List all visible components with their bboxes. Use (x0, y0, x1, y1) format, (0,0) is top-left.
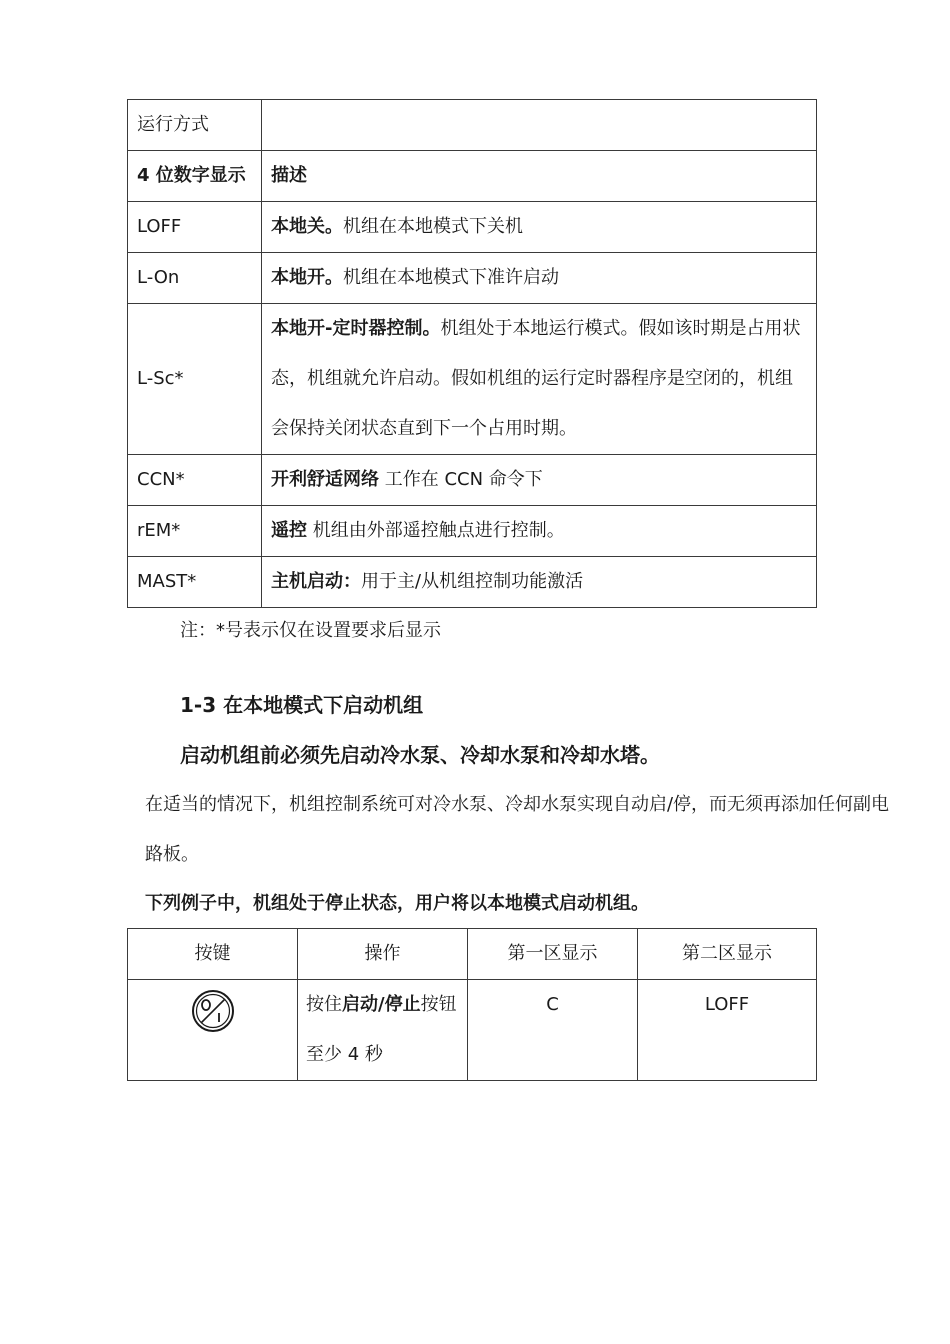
col-header-key: 按键 (128, 929, 298, 980)
mode-table (127, 99, 817, 608)
mode-desc-bold: 遥控 (271, 520, 307, 541)
mode-desc-bold: 本地开-定时器控制。 (271, 318, 441, 339)
table-row (128, 455, 817, 506)
table-header-row (128, 929, 817, 980)
mode-code: LOFF (128, 202, 262, 253)
mode-code: CCN* (128, 455, 262, 506)
mode-description (262, 506, 817, 557)
cell-run-mode-label: 运行方式 (128, 100, 262, 151)
mode-code: L-Sc* (128, 304, 262, 455)
mode-description (262, 253, 817, 304)
table-row (128, 100, 817, 151)
table-note: 注：*号表示仅在设置要求后显示 (180, 620, 441, 641)
step-table (127, 928, 817, 1081)
col-header-display: 4 位数字显示 (128, 151, 262, 202)
col-header-zone2: 第二区显示 (638, 929, 817, 980)
mode-code: rEM* (128, 506, 262, 557)
mode-code: MAST* (128, 557, 262, 608)
mode-desc-text: 机组在本地模式下准许启动 (343, 267, 559, 288)
mode-desc-bold: 本地关。 (271, 216, 343, 237)
table-row (128, 151, 817, 202)
operation-cell (298, 980, 468, 1081)
table-row (128, 202, 817, 253)
key-cell (128, 980, 298, 1081)
mode-code: L-On (128, 253, 262, 304)
mode-desc-text: 用于主/从机组控制功能激活 (361, 571, 584, 592)
table-row (128, 506, 817, 557)
mode-description (262, 557, 817, 608)
mode-desc-bold: 本地开。 (271, 267, 343, 288)
table-row (128, 557, 817, 608)
sub-title: 启动机组前必须先启动冷水泵、冷却水泵和冷却水塔。 (180, 743, 660, 767)
start-stop-key-icon (190, 988, 236, 1054)
mode-desc-text: 机组在本地模式下关机 (343, 216, 523, 237)
mode-description (262, 304, 817, 455)
col-header-operation: 操作 (298, 929, 468, 980)
zone1-display: C (468, 980, 638, 1081)
col-header-description: 描述 (262, 151, 817, 202)
section-title: 1-3 在本地模式下启动机组 (180, 693, 424, 717)
zone2-display: LOFF (638, 980, 817, 1081)
table-row (128, 980, 817, 1081)
mode-description (262, 455, 817, 506)
table-row (128, 304, 817, 455)
op-text: 按住 (306, 994, 342, 1015)
op-text: 按钮至少 4 秒 (306, 994, 457, 1065)
op-key-name: 启动/停止 (342, 994, 421, 1015)
example-title: 下列例子中，机组处于停止状态，用户将以本地模式启动机组。 (145, 893, 649, 914)
table-row (128, 253, 817, 304)
mode-desc-bold: 开利舒适网络 (271, 469, 379, 490)
mode-desc-text: 工作在 CCN 命令下 (379, 469, 543, 490)
col-header-zone1: 第一区显示 (468, 929, 638, 980)
mode-desc-text: 机组处于本地运行模式。假如该时期是占用状态，机组就允许启动。假如机组的运行定时器程序是空闭的，机组会保持关闭状态直到下一个占用时期。 (271, 318, 801, 439)
cell-run-mode-value (262, 100, 817, 151)
mode-description (262, 202, 817, 253)
body-paragraph: 在适当的情况下，机组控制系统可对冷水泵、冷却水泵实现自动启/停，而无须再添加任何副电路板。 (145, 794, 890, 865)
mode-desc-bold: 主机启动： (271, 571, 361, 592)
mode-desc-text: 机组由外部遥控触点进行控制。 (307, 520, 565, 541)
